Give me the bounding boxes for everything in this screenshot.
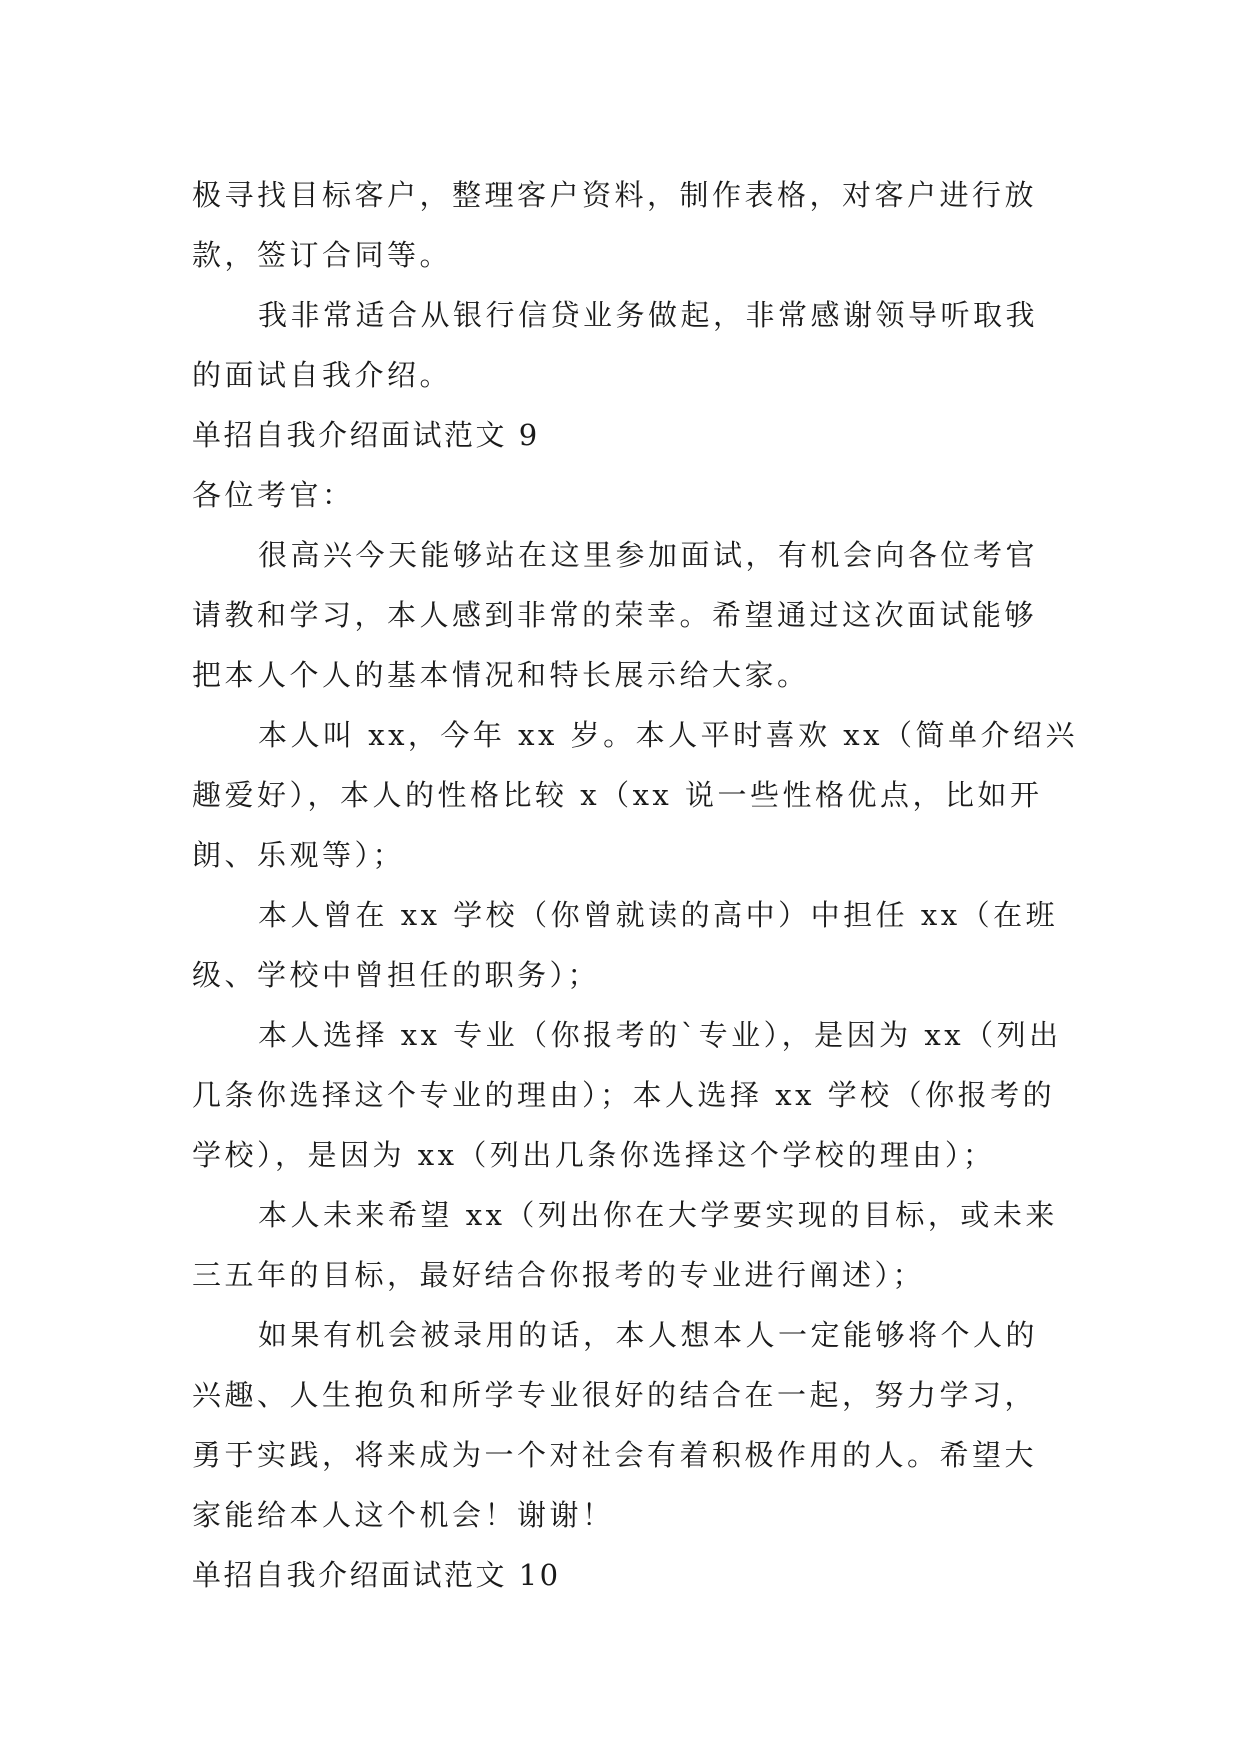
- document-body: [192, 165, 1079, 1605]
- text-line: 级、学校中曾担任的职务）；: [192, 958, 601, 992]
- text-line: 家能给本人这个机会！谢谢！: [192, 1498, 615, 1532]
- section-heading: 单招自我介绍面试范文 9: [192, 418, 540, 452]
- text-line: 三五年的目标，最好结合你报考的专业进行阐述）；: [192, 1258, 926, 1292]
- text-line: 请教和学习，本人感到非常的荣幸。希望通过这次面试能够: [192, 598, 1038, 632]
- text-line: 学校），是因为 xx（列出几条你选择这个学校的理由）；: [192, 1138, 996, 1172]
- text-line: 把本人个人的基本情况和特长展示给大家。: [192, 658, 810, 692]
- paragraph-line: 本人未来希望 xx（列出你在大学要实现的目标，或未来: [258, 1198, 1058, 1232]
- text-line: 款，签订合同等。: [192, 238, 453, 272]
- paragraph-line: 本人曾在 xx 学校（你曾就读的高中）中担任 xx（在班: [258, 898, 1059, 932]
- text-line: 朗、乐观等）；: [192, 838, 406, 872]
- paragraph-line: 我非常适合从银行信贷业务做起，非常感谢领导听取我: [258, 298, 1039, 332]
- text-line: 几条你选择这个专业的理由）；本人选择 xx 学校（你报考的: [192, 1078, 1056, 1112]
- paragraph-line: 本人选择 xx 专业（你报考的`专业），是因为 xx（列出: [258, 1018, 1062, 1052]
- text-line: 勇于实践，将来成为一个对社会有着积极作用的人。希望大: [192, 1438, 1038, 1472]
- text-line: 兴趣、人生抱负和所学专业很好的结合在一起，努力学习，: [192, 1378, 1038, 1412]
- text-line: 趣爱好），本人的性格比较 x（xx 说一些性格优点，比如开: [192, 778, 1043, 812]
- paragraph-line: 本人叫 xx，今年 xx 岁。本人平时喜欢 xx（简单介绍兴: [258, 718, 1079, 752]
- text-line: 的面试自我介绍。: [192, 358, 453, 392]
- paragraph-line: 如果有机会被录用的话，本人想本人一定能够将个人的: [258, 1318, 1039, 1352]
- paragraph-line: 很高兴今天能够站在这里参加面试，有机会向各位考官: [258, 538, 1039, 572]
- section-heading: 单招自我介绍面试范文 10: [192, 1558, 561, 1592]
- text-line: 极寻找目标客户，整理客户资料，制作表格，对客户进行放: [192, 178, 1038, 212]
- salutation: 各位考官：: [192, 478, 355, 512]
